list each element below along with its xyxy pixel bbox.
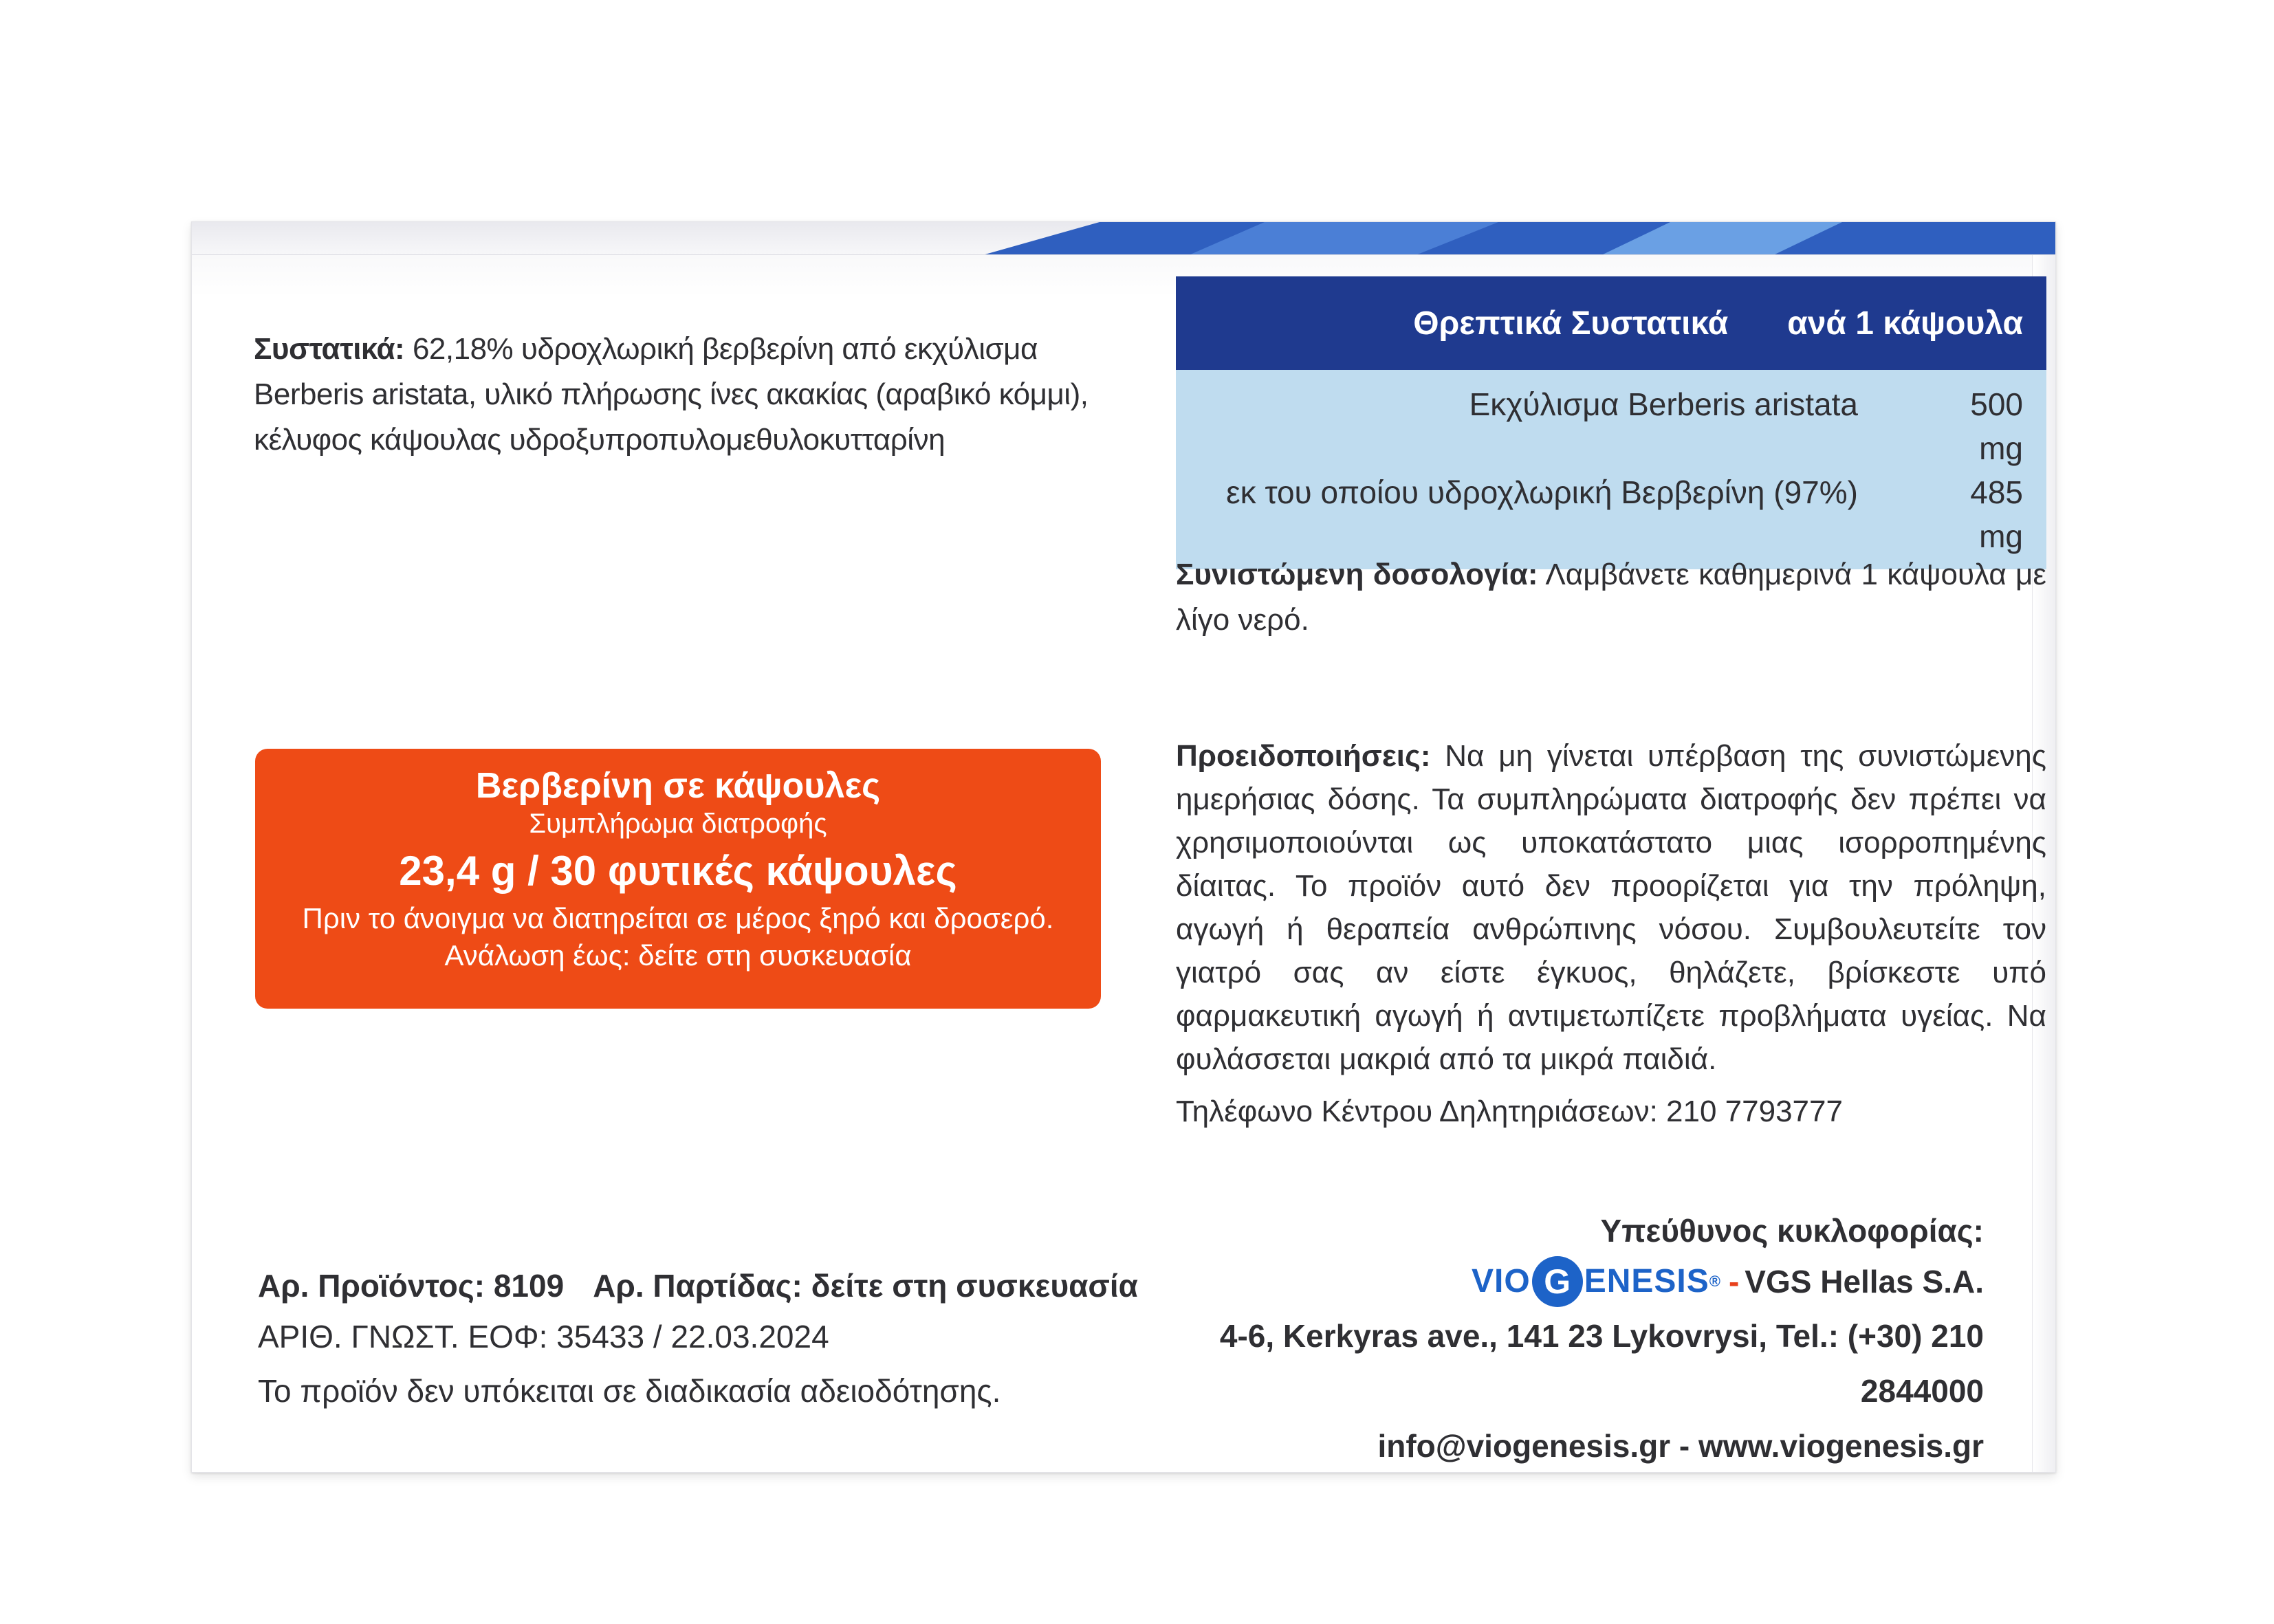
product-codes <box>258 1260 1152 1420</box>
ingredients-body: 62,18% υδροχλωρική βερβερίνη από εκχύλισμα Berberis aristata, υλικό πλήρωσης ίνες ακακίας (αραβικό κόμμι), κέλυφος κάψουλας υδροξυπροπυλομεθυλοκυτταρίνη <box>254 332 1089 457</box>
nutrition-row-value: 485 mg <box>1970 474 2023 554</box>
product-number: Αρ. Προϊόντος: 8109 <box>258 1268 565 1304</box>
warnings-label: Προειδοποιήσεις: <box>1176 739 1431 773</box>
warnings-body: Να μη γίνεται υπέρβαση της συνιστώμενης ημερήσιας δόσης. Τα συμπληρώματα διατροφής δεν πρέπει να χρησιμοποιούνται ως υποκατάστατο μιας ισορροπημένης δίαιτας. Το προϊόν αυτό δεν προορίζεται για την πρόληψη, αγωγή ή θεραπεία ανθρώπινης νόσου. Συμβουλευτείτε τον γιατρό σας αν είστε έγκυος, θηλάζετε, βρίσκεστε υπό φαρμακευτική αγωγή ή αντιμετωπίζετε προβλήματα υγείας. Να φυλάσσεται μακριά από τα μικρά παιδιά. <box>1176 739 2046 1076</box>
panel-subtitle: Συμπλήρωμα διατροφής <box>529 809 827 839</box>
panel-storage: Πριν το άνοιγμα να διατηρείται σε μέρος ξηρό και δροσερό. <box>302 902 1054 934</box>
nutrition-row <box>1176 470 2023 558</box>
licensing-note: Το προϊόν δεν υπόκειται σε διαδικασία αδειοδότησης. <box>258 1373 1001 1409</box>
brand-logo-g-circle: G <box>1532 1256 1583 1307</box>
top-edge-graphic <box>192 222 2055 255</box>
eof-number: ΑΡΙΘ. ΓΝΩΣΤ. ΕΟΦ: 35433 / 22.03.2024 <box>258 1319 829 1354</box>
brand-logo-vio: VIO <box>1472 1263 1531 1299</box>
brand-line <box>1090 1255 1984 1308</box>
batch-number: Αρ. Παρτίδας: δείτε στη συσκευασία <box>593 1268 1138 1304</box>
distributor-info <box>1090 1207 1984 1473</box>
package-back <box>191 221 2056 1473</box>
panel-quantity: 23,4 g / 30 φυτικές κάψουλες <box>399 848 957 894</box>
nutrition-row-name: εκ του οποίου υδροχλωρική Βερβερίνη (97%) <box>1226 474 1858 510</box>
nutrition-row-name: Εκχύλισμα Berberis aristata <box>1469 386 1858 422</box>
dosage-body: Λαμβάνετε καθημερινά 1 κάψουλα με λίγο νερό. <box>1176 558 2046 637</box>
poison-center-phone: Τηλέφωνο Κέντρου Δηλητηριάσεων: 210 7793777 <box>1176 1095 1843 1128</box>
responsible-label: Υπεύθυνος κυκλοφορίας: <box>1600 1213 1984 1249</box>
package-top-edge <box>192 222 2055 255</box>
nutrition-row-value: 500 mg <box>1970 386 2023 466</box>
brand-logo-enesis: ENESIS <box>1584 1263 1709 1299</box>
company-address: 4-6, Kerkyras ave., 141 23 Lykovrysi, Tel.: (+30) 210 2844000 <box>1219 1318 1984 1409</box>
panel-expiry: Ανάλωση έως: δείτε στη συσκευασία <box>444 939 912 972</box>
ingredients-label: Συστατικά: <box>254 332 405 366</box>
ingredients-text <box>254 327 1106 463</box>
dosage-text <box>1176 552 2046 643</box>
product-batch-line <box>258 1260 1152 1311</box>
company-name: VGS Hellas S.A. <box>1745 1264 1984 1299</box>
nutrition-header-name: Θρεπτικά Συστατικά <box>1413 305 1729 342</box>
brand-dash: - <box>1728 1264 1740 1299</box>
nutrition-header-unit: ανά 1 κάψουλα <box>1787 305 2023 342</box>
warnings-text <box>1176 734 2046 1081</box>
nutrition-table <box>1176 276 2046 569</box>
company-contact: info@viogenesis.gr - www.viogenesis.gr <box>1377 1428 1984 1464</box>
panel-title: Βερβερίνη σε κάψουλες <box>475 766 881 806</box>
dosage-label: Συνιστώμενη δοσολογία: <box>1176 558 1538 591</box>
nutrition-row <box>1176 382 2023 470</box>
nutrition-table-header <box>1176 276 2046 370</box>
nutrition-table-body <box>1176 370 2046 569</box>
product-info-panel <box>255 749 1101 1009</box>
registered-mark: ® <box>1709 1273 1720 1290</box>
